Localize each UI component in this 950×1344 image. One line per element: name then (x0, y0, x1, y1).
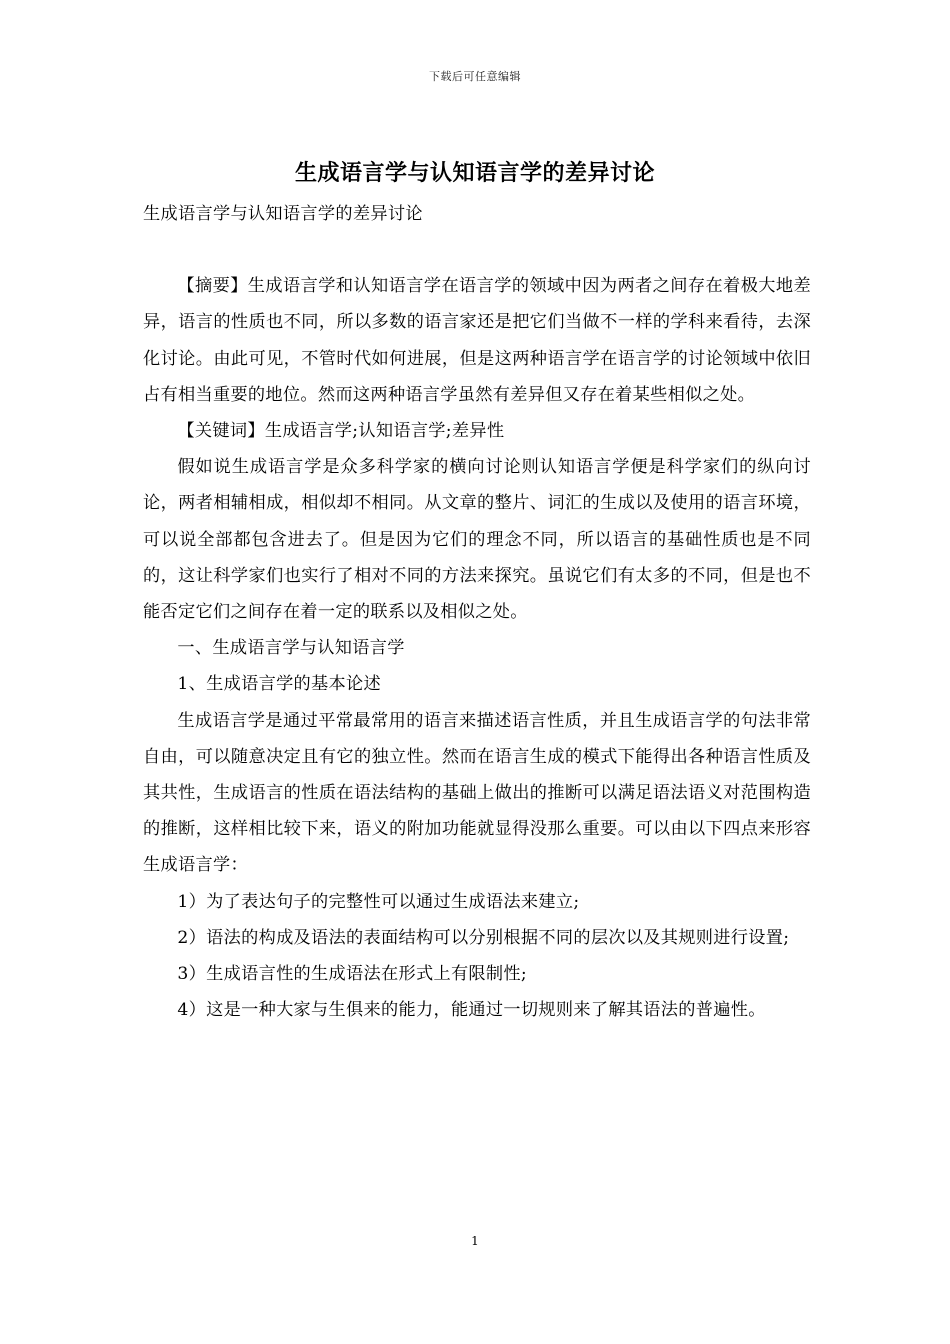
section-heading: 一、生成语言学与认知语言学 (177, 638, 405, 659)
body-paragraph: 生成语言学是通过平常最常用的语言来描述语言性质，并且生成语言学的句法非常自由，可以随意决定且有它的独立性。然而在语言生成的模式下能得出各种语言性质及其共性，生成语言的性质在语法结构的基础上做出的推断可以满足语法语义对范围构造的推断，这样相比较下来，语义的附加功能就显得没那么重要。可以由以下四点来形容生成语言学： (143, 710, 811, 876)
list-item: 3）生成语言性的生成语法在形式上有限制性; (177, 964, 527, 985)
list-item: 2）语法的构成及语法的表面结构可以分别根据不同的层次以及其规则进行设置; (177, 927, 790, 948)
intro-paragraph: 假如说生成语言学是众多科学家的横向讨论则认知语言学便是科学家们的纵向讨论，两者相辅相成，相似却不相同。从文章的整片、词汇的生成以及使用的语言环境，可以说全部都包含进去了。但是因为它们的理念不同，所以语言的基础性质也是不同的，这让科学家们也实行了相对不同的方法来探究。虽说它们有太多的不同，但是也不能否定它们之间存在着一定的联系以及相似之处。 (143, 457, 811, 623)
document-subtitle: 生成语言学与认知语言学的差异讨论 (143, 204, 423, 224)
blank-line (143, 232, 811, 268)
document-body (143, 196, 811, 1028)
document-title: 生成语言学与认知语言学的差异讨论 (294, 160, 655, 186)
keywords-paragraph: 【关键词】生成语言学;认知语言学;差异性 (177, 421, 505, 442)
list-item: 4）这是一种大家与生俱来的能力，能通过一切规则来了解其语法的普遍性。 (177, 1000, 766, 1021)
page-number: 1 (471, 1234, 479, 1248)
subsection-heading: 1、生成语言学的基本论述 (177, 674, 381, 695)
header-note: 下载后可任意编辑 (429, 70, 521, 83)
list-item: 1）为了表达句子的完整性可以通过生成语法来建立; (177, 891, 580, 912)
abstract-paragraph: 【摘要】生成语言学和认知语言学在语言学的领域中因为两者之间存在着极大地差异，语言的性质也不同，所以多数的语言家还是把它们当做不一样的学科来看待，去深化讨论。由此可见，不管时代如何进展，但是这两种语言学在语言学的讨论领域中依旧占有相当重要的地位。然而这两种语言学虽然有差异但又存在着某些相似之处。 (143, 276, 811, 405)
